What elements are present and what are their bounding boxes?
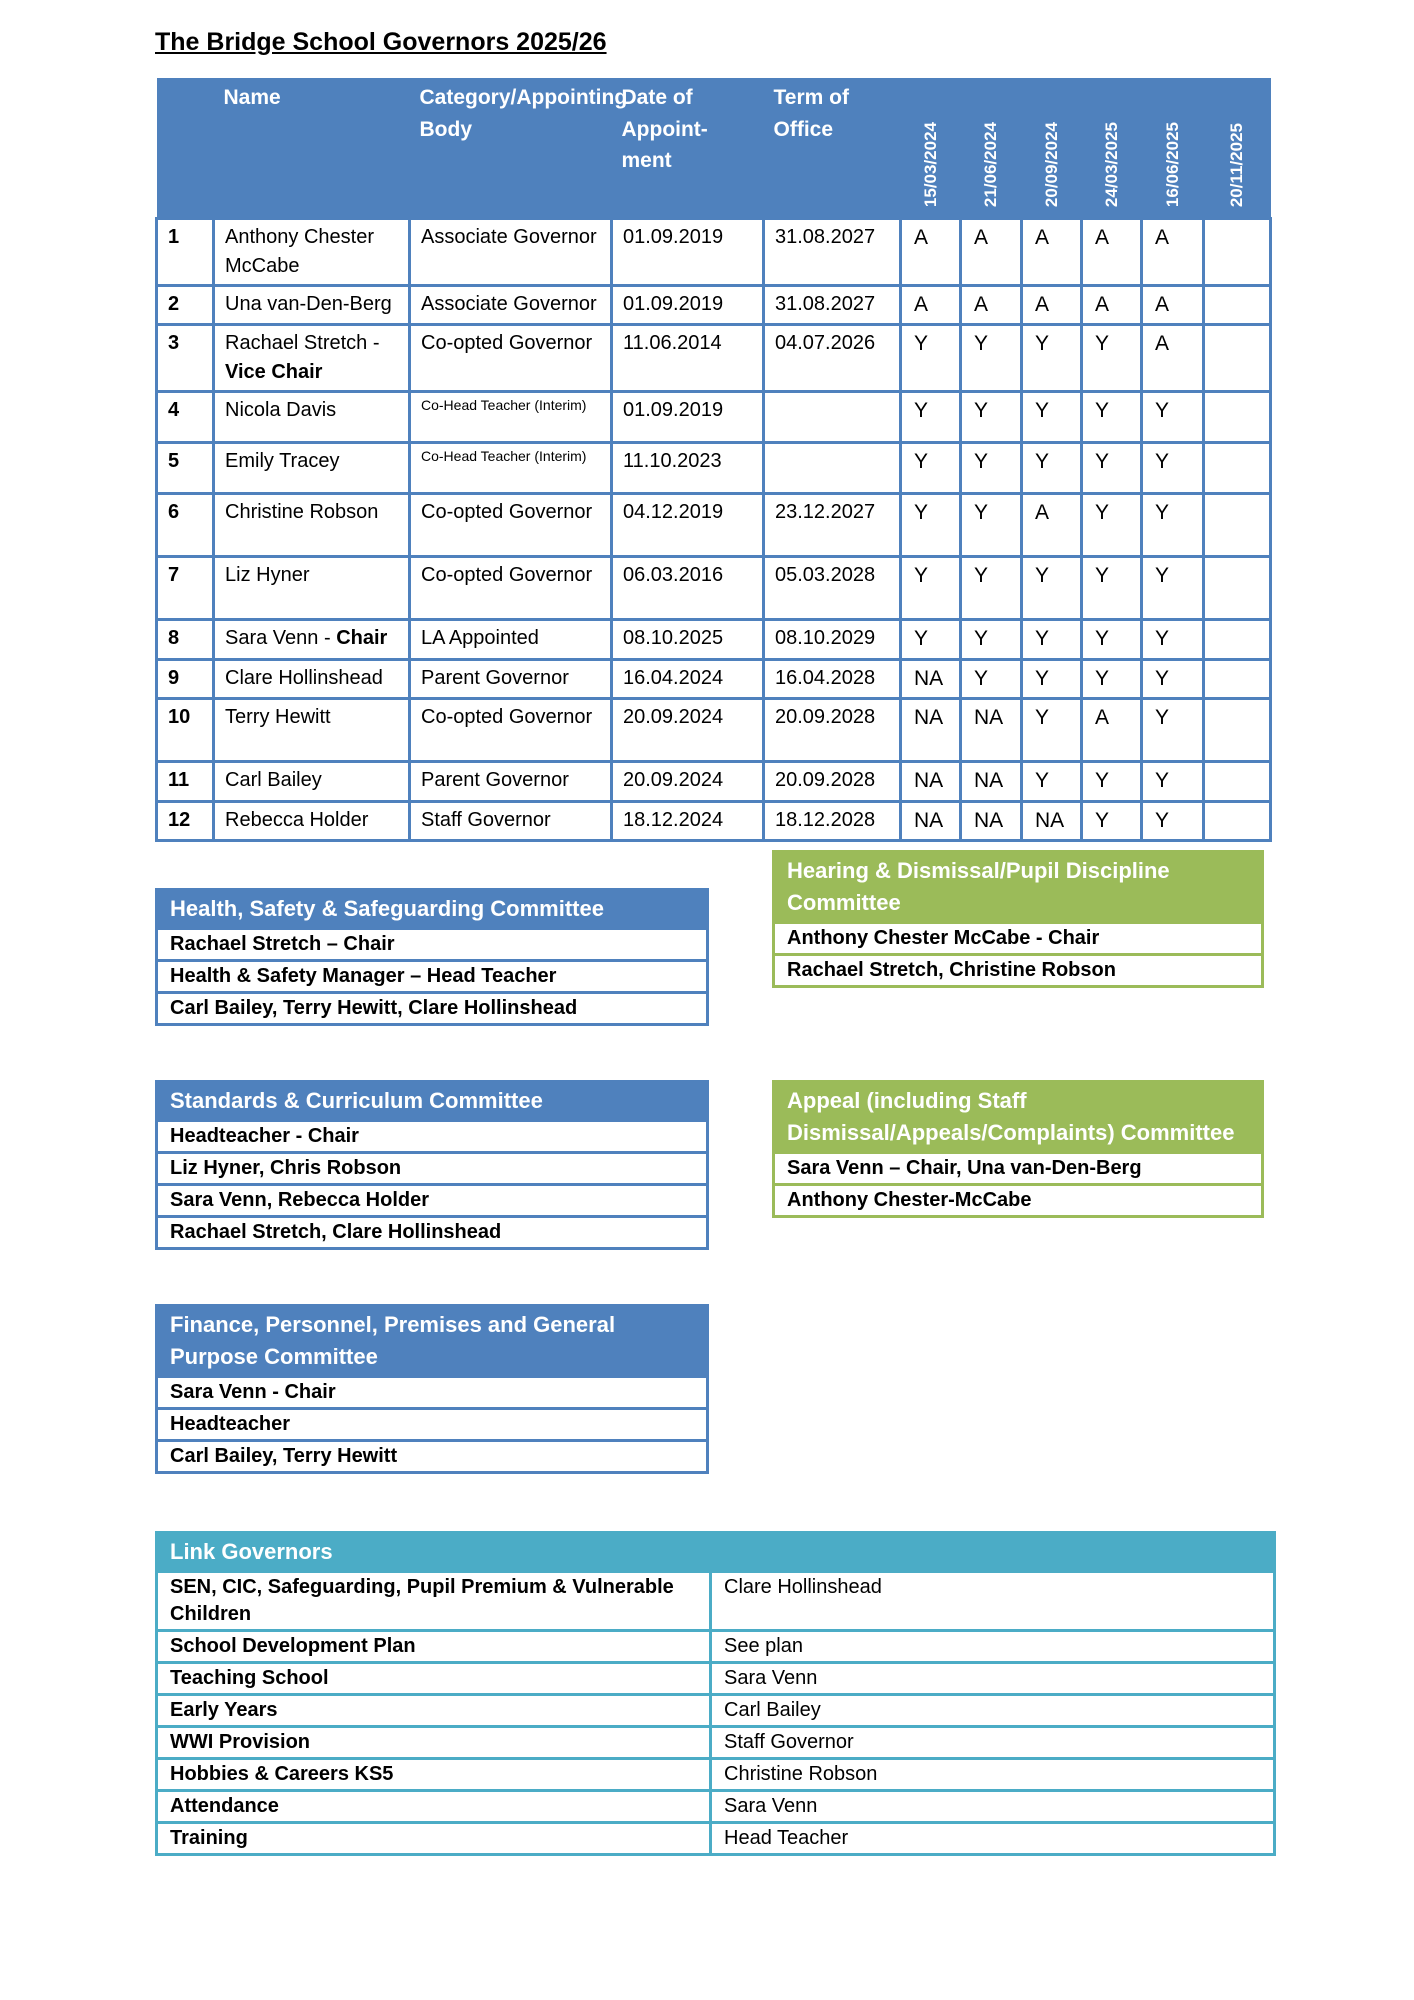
governor-name-text: Sara Venn -: [225, 627, 331, 650]
term-of-office: 04.07.2026: [764, 325, 901, 392]
governor-category: Co-Head Teacher (Interim): [410, 443, 612, 494]
link-area: Hobbies & Careers KS5: [157, 1758, 711, 1790]
governor-name-text: Terry Hewitt: [225, 706, 331, 729]
attendance-cell: Y: [1022, 762, 1082, 801]
table-row: [157, 620, 1271, 659]
health-committee: [155, 888, 709, 1026]
attendance-cell: Y: [1022, 620, 1082, 659]
governor-name: [214, 620, 410, 659]
attendance-cell: Y: [901, 325, 961, 392]
attendance-cell: Y: [1142, 801, 1204, 840]
term-of-office: 23.12.2027: [764, 494, 901, 557]
governor-category: Co-Head Teacher (Interim): [410, 392, 612, 443]
row-number: 9: [157, 659, 214, 698]
table-row: [157, 1790, 1275, 1822]
term-of-office: [764, 392, 901, 443]
governor-name: [214, 392, 410, 443]
link-governor: Sara Venn: [711, 1662, 1275, 1694]
link-governors-title: Link Governors: [157, 1533, 1275, 1572]
attendance-cell: A: [961, 219, 1022, 286]
governor-category: Co-opted Governor: [410, 557, 612, 620]
committee-title: Appeal (including Staff Dismissal/Appeals/Complaints) Committee: [774, 1082, 1263, 1153]
committee-member: Rachael Stretch – Chair: [157, 928, 708, 960]
attendance-cell: Y: [1022, 659, 1082, 698]
row-number: 10: [157, 699, 214, 762]
header-meeting-date: 21/06/2024: [961, 78, 1022, 219]
table-row: [157, 494, 1271, 557]
committee-member: Anthony Chester-McCabe: [774, 1184, 1263, 1216]
link-area: Training: [157, 1822, 711, 1854]
term-of-office: 31.08.2027: [764, 286, 901, 325]
table-row: [157, 1726, 1275, 1758]
governor-name: [214, 325, 410, 392]
link-governor: See plan: [711, 1630, 1275, 1662]
appointment-date: 04.12.2019: [612, 494, 764, 557]
governor-name-text: Rachael Stretch -: [225, 332, 380, 355]
row-number: 6: [157, 494, 214, 557]
attendance-cell: A: [1142, 219, 1204, 286]
attendance-cell: A: [1022, 286, 1082, 325]
attendance-cell: Y: [1022, 443, 1082, 494]
committee-member: Headteacher - Chair: [157, 1120, 708, 1152]
row-number: 7: [157, 557, 214, 620]
governors-table: [155, 78, 1272, 842]
table-row: [157, 1662, 1275, 1694]
governor-role: Vice Chair: [225, 361, 323, 384]
attendance-cell: [1204, 620, 1271, 659]
attendance-cell: Y: [961, 392, 1022, 443]
finance-committee: [155, 1304, 709, 1474]
header-term: Term of Office: [764, 78, 901, 219]
link-governors-table: [155, 1531, 1276, 1856]
governor-name-text: Una van-Den-Berg: [225, 293, 392, 315]
attendance-cell: Y: [1142, 699, 1204, 762]
attendance-cell: NA: [1022, 801, 1082, 840]
attendance-cell: A: [1022, 219, 1082, 286]
attendance-cell: [1204, 286, 1271, 325]
governor-name-text: Liz Hyner: [225, 564, 310, 587]
attendance-cell: Y: [1082, 392, 1142, 443]
link-area: Early Years: [157, 1694, 711, 1726]
term-of-office: 20.09.2028: [764, 762, 901, 801]
attendance-cell: Y: [901, 443, 961, 494]
committee-title: Health, Safety & Safeguarding Committee: [157, 890, 708, 929]
table-row: [157, 762, 1271, 801]
link-area: Teaching School: [157, 1662, 711, 1694]
header-meeting-date: 24/03/2025: [1082, 78, 1142, 219]
attendance-cell: Y: [1082, 762, 1142, 801]
attendance-cell: Y: [961, 494, 1022, 557]
term-of-office: 31.08.2027: [764, 219, 901, 286]
committee-member: Sara Venn - Chair: [157, 1376, 708, 1408]
committee-member: Carl Bailey, Terry Hewitt: [157, 1440, 708, 1472]
attendance-cell: NA: [961, 762, 1022, 801]
governor-name: [214, 557, 410, 620]
attendance-cell: A: [1082, 699, 1142, 762]
attendance-cell: NA: [961, 699, 1022, 762]
table-row: [157, 1758, 1275, 1790]
attendance-cell: A: [1082, 219, 1142, 286]
attendance-cell: [1204, 392, 1271, 443]
appointment-date: 11.10.2023: [612, 443, 764, 494]
attendance-cell: Y: [1082, 494, 1142, 557]
attendance-cell: [1204, 557, 1271, 620]
governor-category: LA Appointed: [410, 620, 612, 659]
governor-category: Associate Governor: [410, 286, 612, 325]
committee-member: Sara Venn, Rebecca Holder: [157, 1184, 708, 1216]
attendance-cell: Y: [1142, 392, 1204, 443]
governor-name: [214, 699, 410, 762]
attendance-cell: Y: [1142, 659, 1204, 698]
link-governor: Staff Governor: [711, 1726, 1275, 1758]
governor-category: Parent Governor: [410, 762, 612, 801]
attendance-cell: Y: [1022, 699, 1082, 762]
attendance-cell: Y: [1022, 392, 1082, 443]
appointment-date: 11.06.2014: [612, 325, 764, 392]
governor-name: [214, 443, 410, 494]
governor-category: Staff Governor: [410, 801, 612, 840]
attendance-cell: Y: [1082, 659, 1142, 698]
table-row: [157, 699, 1271, 762]
attendance-cell: Y: [901, 557, 961, 620]
attendance-cell: [1204, 494, 1271, 557]
hearing-committee: [772, 850, 1264, 988]
link-area: WWI Provision: [157, 1726, 711, 1758]
term-of-office: [764, 443, 901, 494]
appointment-date: 01.09.2019: [612, 392, 764, 443]
attendance-cell: Y: [961, 659, 1022, 698]
attendance-cell: Y: [1082, 801, 1142, 840]
appointment-date: 20.09.2024: [612, 699, 764, 762]
term-of-office: 18.12.2028: [764, 801, 901, 840]
attendance-cell: Y: [1082, 557, 1142, 620]
governor-name-text: Christine Robson: [225, 501, 379, 524]
attendance-cell: A: [901, 219, 961, 286]
header-meeting-date: 20/09/2024: [1022, 78, 1082, 219]
row-number: 8: [157, 620, 214, 659]
governor-name-text: Anthony Chester McCabe: [225, 226, 374, 277]
table-row: [157, 286, 1271, 325]
attendance-cell: [1204, 325, 1271, 392]
link-governor: Sara Venn: [711, 1790, 1275, 1822]
attendance-cell: NA: [901, 699, 961, 762]
appointment-date: 06.03.2016: [612, 557, 764, 620]
attendance-cell: Y: [901, 392, 961, 443]
governor-role: Chair: [336, 627, 388, 650]
link-area: School Development Plan: [157, 1630, 711, 1662]
term-of-office: 16.04.2028: [764, 659, 901, 698]
attendance-cell: A: [901, 286, 961, 325]
link-area: Attendance: [157, 1790, 711, 1822]
table-row: [157, 659, 1271, 698]
committee-title: Hearing & Dismissal/Pupil Discipline Committee: [774, 852, 1263, 923]
governor-name: [214, 762, 410, 801]
row-number: 4: [157, 392, 214, 443]
row-number: 12: [157, 801, 214, 840]
table-row: [157, 1694, 1275, 1726]
governor-name-text: Emily Tracey: [225, 450, 340, 473]
row-number: 2: [157, 286, 214, 325]
term-of-office: 08.10.2029: [764, 620, 901, 659]
term-of-office: 05.03.2028: [764, 557, 901, 620]
table-row: [157, 1822, 1275, 1854]
governor-category: Parent Governor: [410, 659, 612, 698]
appointment-date: 16.04.2024: [612, 659, 764, 698]
attendance-cell: NA: [961, 801, 1022, 840]
table-row: [157, 801, 1271, 840]
table-row: [157, 1630, 1275, 1662]
header-meeting-date: 15/03/2024: [901, 78, 961, 219]
governor-category: Co-opted Governor: [410, 494, 612, 557]
attendance-cell: Y: [961, 557, 1022, 620]
appointment-date: 01.09.2019: [612, 286, 764, 325]
governor-name-text: Carl Bailey: [225, 769, 322, 792]
attendance-cell: Y: [961, 443, 1022, 494]
governor-name: [214, 494, 410, 557]
row-number: 3: [157, 325, 214, 392]
link-governor: Clare Hollinshead: [711, 1571, 1275, 1630]
attendance-cell: Y: [1082, 325, 1142, 392]
table-row: [157, 219, 1271, 286]
header-category: Category/Appointing Body: [410, 78, 612, 219]
table-row: [157, 443, 1271, 494]
attendance-cell: Y: [1142, 620, 1204, 659]
page-title: The Bridge School Governors 2025/26: [155, 28, 607, 56]
governor-name: [214, 801, 410, 840]
header-date: Date of Appoint-ment: [612, 78, 764, 219]
governor-category: Associate Governor: [410, 219, 612, 286]
table-row: [157, 392, 1271, 443]
governor-name: [214, 219, 410, 286]
committee-member: Sara Venn – Chair, Una van-Den-Berg: [774, 1152, 1263, 1184]
committee-member: Rachael Stretch, Clare Hollinshead: [157, 1216, 708, 1248]
header-name: Name: [214, 78, 410, 219]
attendance-cell: Y: [1022, 325, 1082, 392]
attendance-cell: A: [1022, 494, 1082, 557]
attendance-cell: Y: [1142, 557, 1204, 620]
attendance-cell: [1204, 659, 1271, 698]
attendance-cell: [1204, 762, 1271, 801]
row-number: 5: [157, 443, 214, 494]
attendance-cell: A: [961, 286, 1022, 325]
table-row: [157, 1571, 1275, 1630]
attendance-cell: A: [1082, 286, 1142, 325]
attendance-cell: [1204, 801, 1271, 840]
header-meeting-date: 20/11/2025: [1204, 78, 1271, 219]
governor-name-text: Nicola Davis: [225, 399, 337, 422]
table-row: [157, 325, 1271, 392]
governor-category: Co-opted Governor: [410, 699, 612, 762]
attendance-cell: NA: [901, 659, 961, 698]
standards-committee: [155, 1080, 709, 1250]
committee-member: Liz Hyner, Chris Robson: [157, 1152, 708, 1184]
term-of-office: 20.09.2028: [764, 699, 901, 762]
committee-title: Standards & Curriculum Committee: [157, 1082, 708, 1121]
attendance-cell: [1204, 443, 1271, 494]
link-governor: Head Teacher: [711, 1822, 1275, 1854]
attendance-cell: A: [1142, 286, 1204, 325]
governor-name-text: Rebecca Holder: [225, 808, 369, 831]
governor-name: [214, 659, 410, 698]
attendance-cell: Y: [961, 325, 1022, 392]
committee-title: Finance, Personnel, Premises and General Purpose Committee: [157, 1306, 708, 1377]
attendance-cell: Y: [901, 620, 961, 659]
governor-name-text: Clare Hollinshead: [225, 666, 383, 689]
attendance-cell: Y: [1022, 557, 1082, 620]
governor-name: [214, 286, 410, 325]
attendance-cell: Y: [1142, 762, 1204, 801]
committee-member: Anthony Chester McCabe - Chair: [774, 922, 1263, 954]
attendance-cell: [1204, 219, 1271, 286]
committee-member: Carl Bailey, Terry Hewitt, Clare Hollinshead: [157, 992, 708, 1024]
attendance-cell: NA: [901, 801, 961, 840]
table-row: [157, 557, 1271, 620]
header-num: [157, 78, 214, 219]
attendance-cell: Y: [961, 620, 1022, 659]
row-number: 11: [157, 762, 214, 801]
table-header-row: [157, 78, 1271, 219]
committee-member: Health & Safety Manager – Head Teacher: [157, 960, 708, 992]
appointment-date: 01.09.2019: [612, 219, 764, 286]
link-area: SEN, CIC, Safeguarding, Pupil Premium & Vulnerable Children: [157, 1571, 711, 1630]
committee-member: Headteacher: [157, 1408, 708, 1440]
appeal-committee: [772, 1080, 1264, 1218]
attendance-cell: Y: [1142, 443, 1204, 494]
governor-category: Co-opted Governor: [410, 325, 612, 392]
appointment-date: 08.10.2025: [612, 620, 764, 659]
appointment-date: 18.12.2024: [612, 801, 764, 840]
link-governor: Carl Bailey: [711, 1694, 1275, 1726]
link-governor: Christine Robson: [711, 1758, 1275, 1790]
attendance-cell: A: [1142, 325, 1204, 392]
attendance-cell: NA: [901, 762, 961, 801]
row-number: 1: [157, 219, 214, 286]
header-meeting-date: 16/06/2025: [1142, 78, 1204, 219]
attendance-cell: Y: [1142, 494, 1204, 557]
attendance-cell: Y: [1082, 620, 1142, 659]
attendance-cell: Y: [901, 494, 961, 557]
committee-member: Rachael Stretch, Christine Robson: [774, 954, 1263, 986]
appointment-date: 20.09.2024: [612, 762, 764, 801]
attendance-cell: Y: [1082, 443, 1142, 494]
attendance-cell: [1204, 699, 1271, 762]
